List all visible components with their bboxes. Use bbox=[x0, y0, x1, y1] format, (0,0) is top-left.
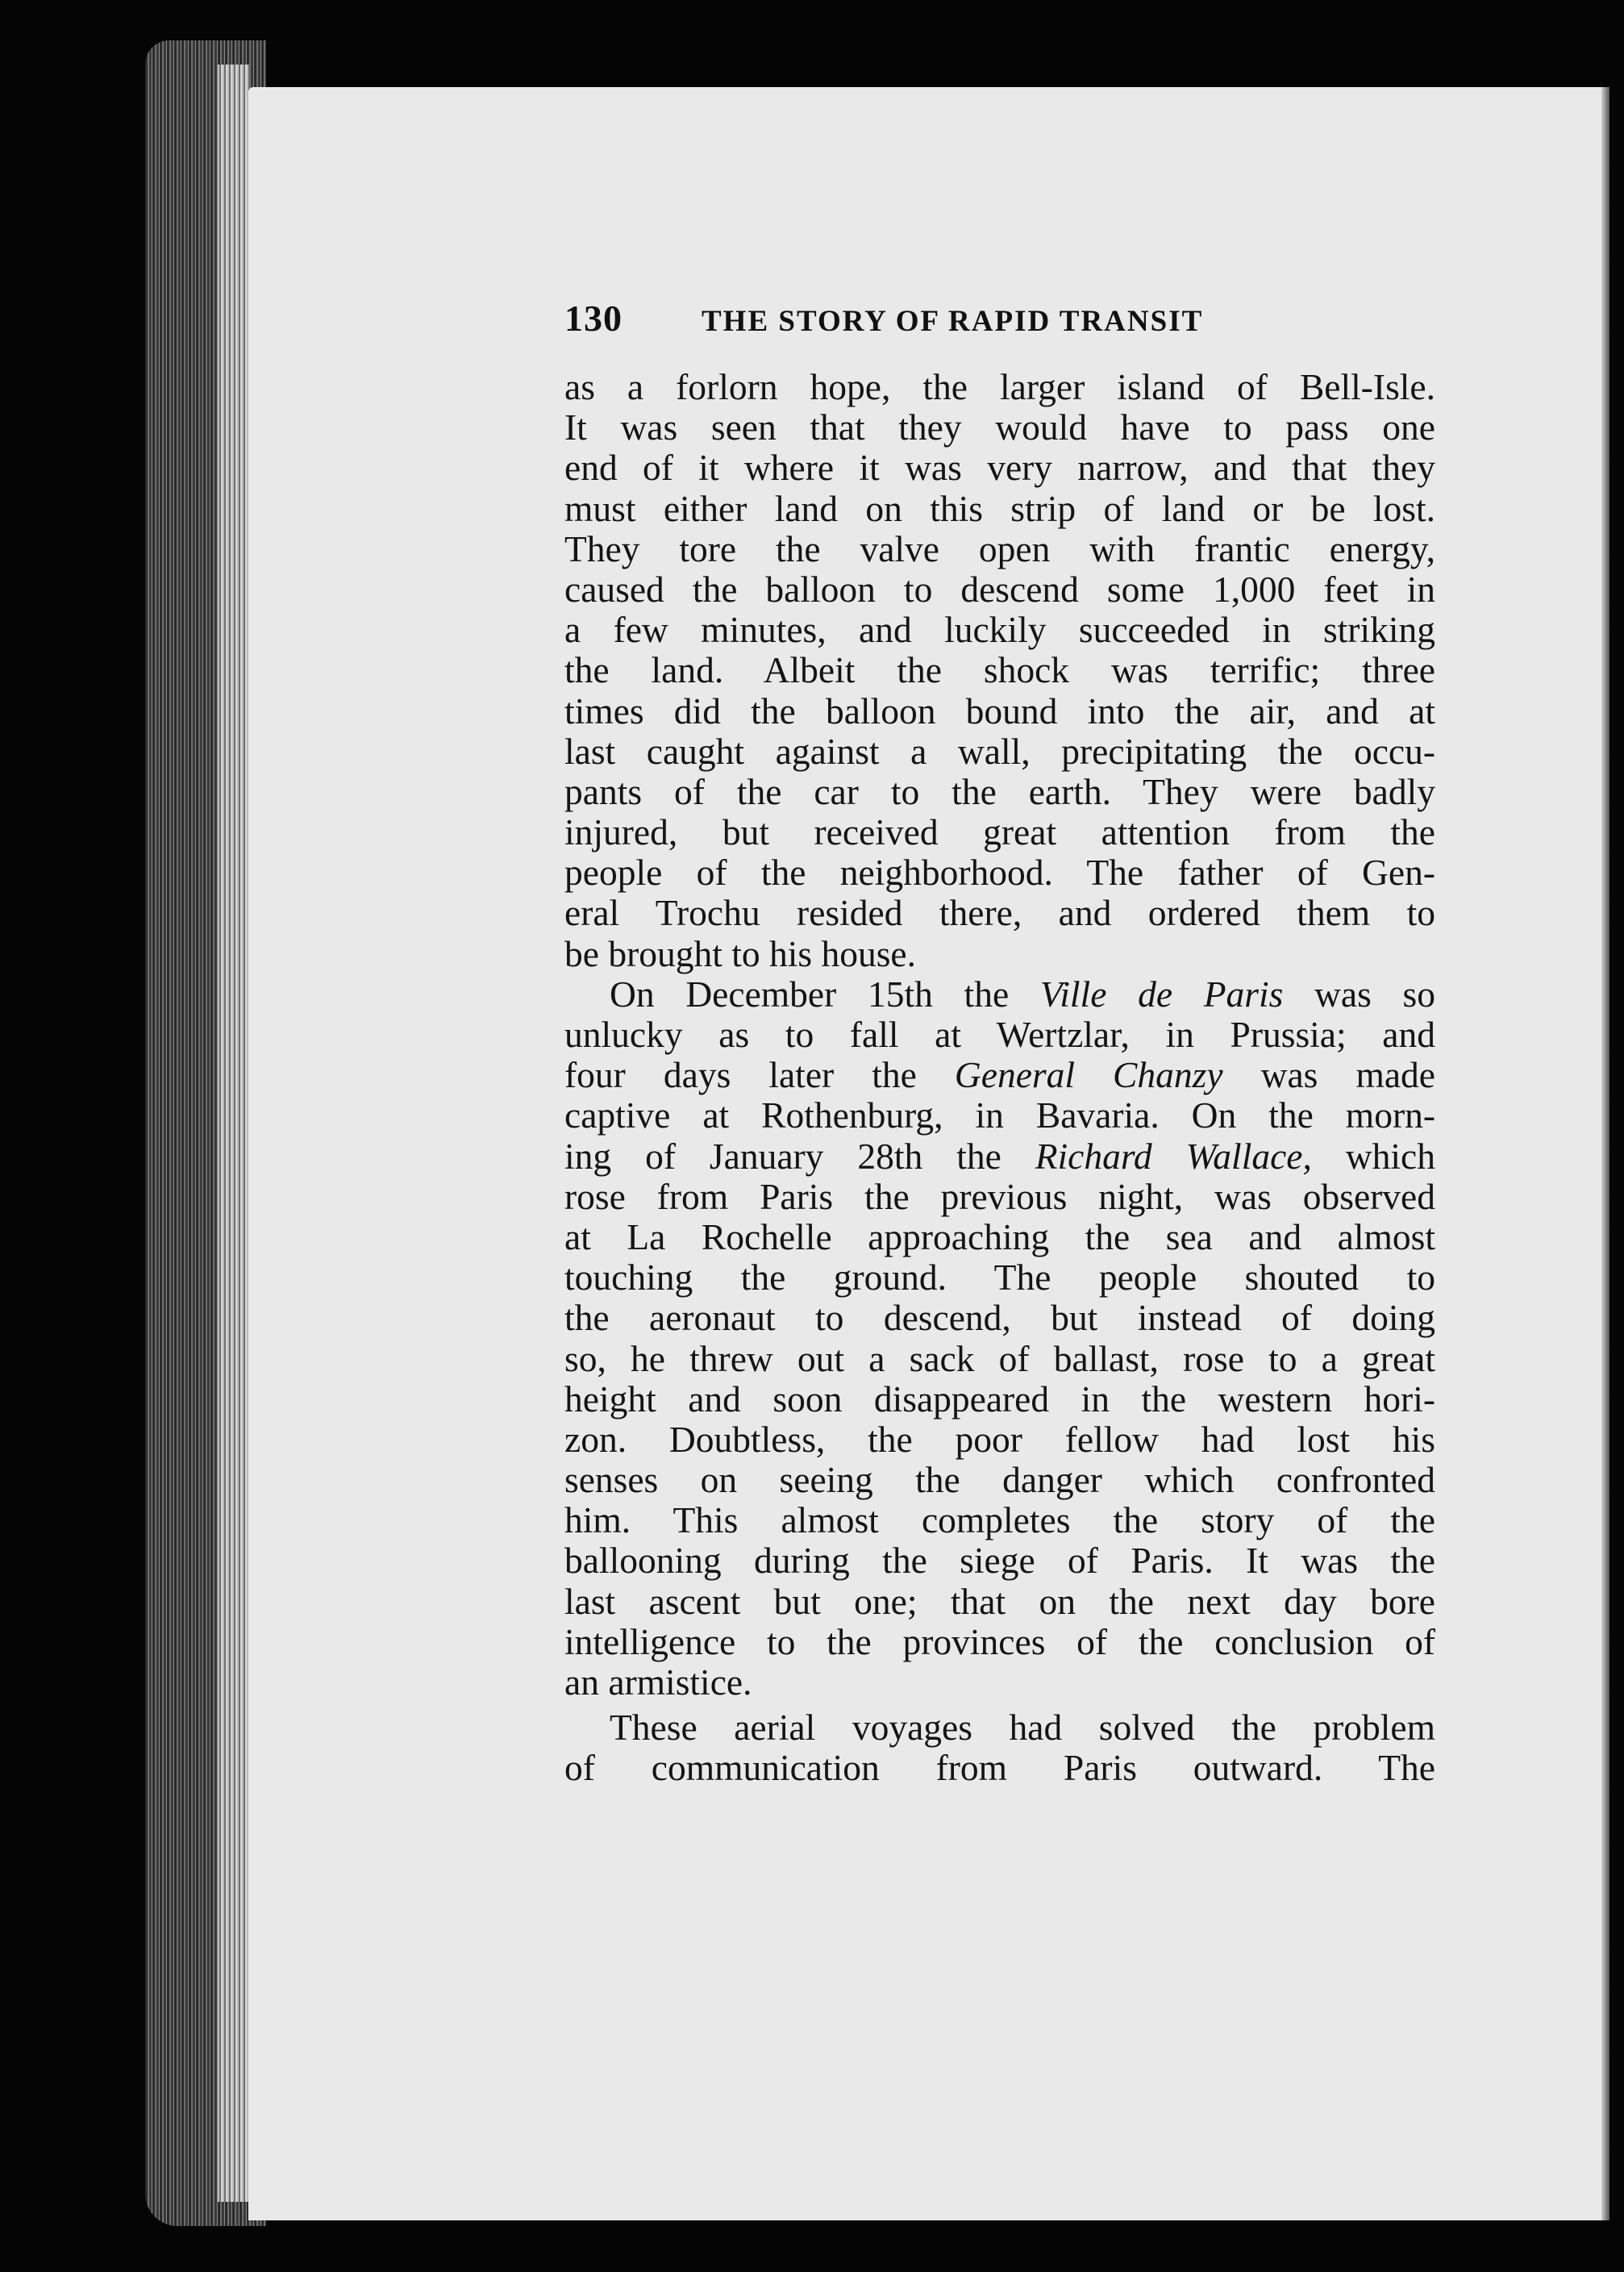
text-line: must either land on this strip of land or be lost. bbox=[564, 487, 1435, 529]
text-line: eral Trochu resided there, and ordered them to bbox=[564, 892, 1435, 934]
text-line: of communication from Paris outward. The bbox=[564, 1747, 1435, 1789]
text-line: as a forlorn hope, the larger island of Bell-Isle. bbox=[564, 366, 1435, 407]
italic-ship-name: Ville de Paris bbox=[1039, 973, 1284, 1015]
text-line: so, he threw out a sack of ballast, rose to a great bbox=[564, 1337, 1435, 1379]
text-line bbox=[564, 1055, 1435, 1095]
text-line: times did the balloon bound into the air, and at bbox=[564, 690, 1435, 732]
text-line: the aeronaut to descend, but instead of doing bbox=[564, 1297, 1435, 1339]
running-title: THE STORY OF RAPID TRANSIT bbox=[702, 305, 1204, 338]
text-line: senses on seeing the danger which confronted bbox=[564, 1459, 1435, 1501]
text-line: end of it where it was very narrow, and that they bbox=[564, 447, 1435, 489]
text-line: ballooning during the siege of Paris. It was the bbox=[564, 1540, 1435, 1582]
text-line: at La Rochelle approaching the sea and almost bbox=[564, 1215, 1435, 1257]
italic-ship-name: Richard Wallace, bbox=[1035, 1135, 1312, 1177]
body-text bbox=[564, 367, 1435, 1789]
text-line bbox=[564, 974, 1435, 1015]
text-line: people of the neighborhood. The father of Gen- bbox=[564, 852, 1435, 894]
text-line: be brought to his house. bbox=[564, 932, 917, 974]
page-number: 130 bbox=[564, 298, 623, 339]
text-line: the land. Albeit the shock was terrific; three bbox=[564, 649, 1435, 691]
text-line: last ascent but one; that on the next day bore bbox=[564, 1580, 1435, 1622]
book-page-edges-inner bbox=[218, 65, 250, 2202]
text-line: It was seen that they would have to pass one bbox=[564, 406, 1435, 448]
italic-ship-name: General Chanzy bbox=[954, 1054, 1223, 1096]
text-line: height and soon disappeared in the western hori- bbox=[564, 1378, 1435, 1419]
text-line: caused the balloon to descend some 1,000 feet in bbox=[564, 568, 1435, 610]
text-line bbox=[564, 1136, 1435, 1177]
text-segment: four days later the bbox=[564, 1054, 955, 1096]
text-segment: was so bbox=[1283, 973, 1435, 1015]
text-line: pants of the car to the earth. They were badly bbox=[564, 770, 1435, 812]
text-line: unlucky as to fall at Wertzlar, in Prussia; and bbox=[564, 1014, 1435, 1055]
text-line: rose from Paris the previous night, was observed bbox=[564, 1175, 1435, 1217]
text-line: zon. Doubtless, the poor fellow had lost his bbox=[564, 1418, 1435, 1460]
text-segment: was made bbox=[1222, 1054, 1435, 1096]
text-line: These aerial voyages had solved the problem bbox=[610, 1707, 1435, 1749]
text-segment: ing of January 28th the bbox=[564, 1135, 1035, 1177]
text-line: captive at Rothenburg, in Bavaria. On the morn- bbox=[564, 1094, 1435, 1136]
text-segment: On December 15th the bbox=[610, 973, 1040, 1015]
running-head bbox=[564, 297, 1451, 345]
text-line: intelligence to the provinces of the conclusion of bbox=[564, 1620, 1435, 1662]
text-line: a few minutes, and luckily succeeded in striking bbox=[564, 609, 1435, 651]
text-line: an armistice. bbox=[564, 1661, 752, 1703]
text-line: injured, but received great attention from the bbox=[564, 811, 1435, 853]
text-line: him. This almost completes the story of the bbox=[564, 1499, 1435, 1541]
text-line: last caught against a wall, precipitating the occu- bbox=[564, 730, 1435, 772]
text-line: They tore the valve open with frantic energy, bbox=[564, 527, 1435, 569]
text-line: touching the ground. The people shouted to bbox=[564, 1257, 1435, 1299]
text-segment: which bbox=[1311, 1135, 1435, 1177]
